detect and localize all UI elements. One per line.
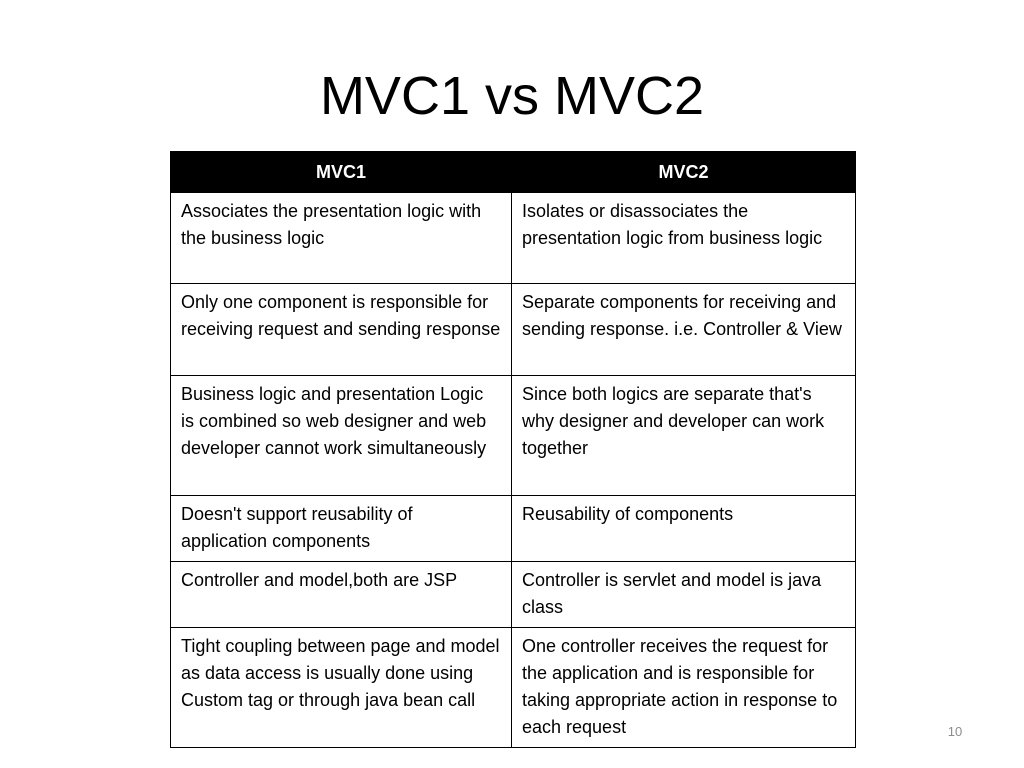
table-row	[171, 628, 856, 748]
comparison-table	[170, 151, 856, 748]
table-row	[171, 496, 856, 562]
table-row	[171, 376, 856, 496]
mvc2-cell: Separate components for receiving and sending response. i.e. Controller & View	[512, 284, 856, 376]
mvc2-cell: One controller receives the request for the application and is responsible for taking appropriate action in response to each request	[512, 628, 856, 748]
table-row	[171, 284, 856, 376]
header-mvc2: MVC2	[512, 152, 856, 193]
mvc1-cell: Controller and model,both are JSP	[171, 562, 512, 628]
slide-number: 10	[947, 724, 963, 739]
mvc2-cell: Reusability of components	[512, 496, 856, 562]
mvc1-cell: Business logic and presentation Logic is combined so web designer and web developer cannot work simultaneously	[171, 376, 512, 496]
table-row	[171, 562, 856, 628]
table-header-row	[171, 152, 856, 193]
mvc1-cell: Doesn't support reusability of application components	[171, 496, 512, 562]
slide-title: MVC1 vs MVC2	[319, 66, 705, 126]
mvc1-cell: Associates the presentation logic with the business logic	[171, 193, 512, 284]
mvc1-cell: Only one component is responsible for receiving request and sending response	[171, 284, 512, 376]
mvc2-cell: Since both logics are separate that's why designer and developer can work together	[512, 376, 856, 496]
mvc1-cell: Tight coupling between page and model as data access is usually done using Custom tag or through java bean call	[171, 628, 512, 748]
mvc2-cell: Isolates or disassociates the presentation logic from business logic	[512, 193, 856, 284]
header-mvc1: MVC1	[171, 152, 512, 193]
mvc2-cell: Controller is servlet and model is java class	[512, 562, 856, 628]
table-row	[171, 193, 856, 284]
